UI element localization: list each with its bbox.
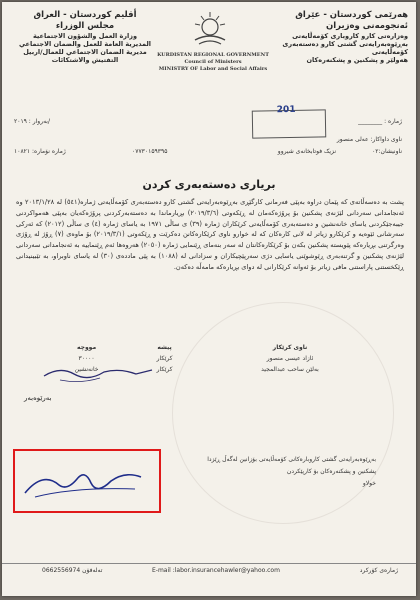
footer-reference: ژمارەی کۆرکرد <box>359 567 398 574</box>
date-field: بەروار : ۲۰۱۹/ <box>14 118 51 125</box>
worker-salary: خانەنشین <box>74 366 99 373</box>
cc-item: خولاو <box>362 480 376 487</box>
worker-profession: کرێکار <box>156 355 173 362</box>
registration-stamp <box>252 104 326 138</box>
director-title: بەرێوەبەر <box>24 394 52 402</box>
header-section: هەولێر و پشکنین و پشکنەرەکان <box>306 56 408 64</box>
address-value: نزیک فوتابخانەی شیروو <box>277 148 336 155</box>
watermark-seal <box>172 302 394 524</box>
header-region: هەرێمی کوردستان - عێراق <box>295 10 408 20</box>
date-value: ۲۰۱۹/ <box>14 118 51 125</box>
header-ministry: وەزارەتی کارو کاروباری کۆمەڵایەتی <box>292 32 408 40</box>
footer-email: E-mail :labor.insurancehawler@yahoo.com <box>152 567 280 574</box>
phone-value: ۰۷۷۳۰۱۵۹۳۹۵ <box>132 148 168 155</box>
address-label: ناونیشان:۰۲ <box>372 148 402 155</box>
document-page <box>2 2 416 596</box>
krg-emblem-icon <box>187 10 233 48</box>
english-council: Council of Ministers <box>184 59 242 65</box>
english-government: KURDISTAN REGIONAL GOVERNMENT <box>157 52 269 58</box>
document-title: برياری دەستەبەری کردن <box>142 178 276 191</box>
document-footer <box>2 563 416 576</box>
number-label: ژمارە <box>388 118 402 125</box>
header-directorate-ar: المديرية العامة للعمل والضمان الاجتماعي <box>18 40 152 48</box>
highlighted-signature-box <box>13 449 161 513</box>
header-profession: پیشە <box>157 344 172 351</box>
number-field: ژمارە : ________ <box>358 118 402 125</box>
cc-item: بەڕێوەبەرایەتی گشتی کاروبارەکانی کۆمەڵایەتی بۆزانین لەگەڵ ڕێزدا <box>207 456 376 463</box>
applicant-name: ناوی داواکار: عەلی منصور <box>336 136 402 143</box>
worker-name: بەلێن ساحب عبدالمجید <box>261 366 319 373</box>
header-region-ar: أقليم كوردستان - العراق <box>33 10 137 20</box>
table-header-row <box>42 342 382 353</box>
header-council-ar: مجلس الوزراء <box>55 21 115 31</box>
cc-item: پشکنین و پشکنەرەکان بۆ کارپێکردن <box>286 468 376 475</box>
worker-profession: کرێکار <box>156 366 173 373</box>
header-section-ar: التفتيش والاشتكائات <box>51 56 119 64</box>
header-office-ar: مديرية الضمان الاجتماعي للعمال/اربيل <box>23 48 147 56</box>
header-council: ئەنجومەنی وەزیران <box>325 21 408 31</box>
worker-salary: ۳۰۰۰۰ <box>78 355 95 362</box>
header-directorate: بەڕێوەبەرایەتی گشتی کارو دەستەبەری کۆمەڵایەتی <box>282 40 408 56</box>
copy-to-list <box>207 454 376 490</box>
header-worker-name: ناوی کرێکار <box>272 344 308 351</box>
english-ministry: MINISTRY OF Labor and Social Affairs <box>158 66 268 72</box>
id-number: ژمارە نۆمارە: ۱۰۸۲۱ <box>14 148 66 155</box>
stamp-number: 201 <box>276 104 296 116</box>
english-header <box>128 52 298 73</box>
header-salary: مووچە <box>76 344 97 351</box>
director-signature-icon <box>40 358 160 388</box>
worker-name: ئازاد عیسی منصور <box>266 355 314 362</box>
decision-paragraph: پشت بە دەسەڵاتەی کە پێمان دراوە بەپێی فەرمانی کارگێڕی بەڕێوەبەرایەتی گشتی کارو دەستەبەری کۆمەڵایەتی ژمارە(٥٤١) لە ٢٠١٣/١/٢٨ وە ئەنجامدانی سەردانی لێژنەی پشکنین بۆ پرۆژەکەمان لە ڕێکەوتی (٢٠١٩/٣/٦) بڕیارماندا بە دەستەبەرکردنی پرۆژەکەیان بەپێی هەمواکردنی جیبەجێکردنی یاسای خانەنشین و دەستەبەری کۆمەڵایەتی کرێکاران ژمارە (٣٩) ی ساڵی ١٩٧١ بە یاسای ژمارە (٤) ی ساڵی (٢٠١٢) کە ئەرکی سەرشانی ئێوەیە و کرێکارو زیاتر لە لانی کارەکان کە لە خوارو ناوی کرێکارەکانن دەکرێت و ڕێکەوتی (٢٠١٩/٣/١) بۆ ماوەی (٧) ڕۆژ لە ڕۆژی وەرگرتنی بڕیارەکە پێویستە پشکنین بکەن بۆ کرێکارەکانتان لە سەر بنەمای ڕێنمایی ژمارە (٢٠٥٠) هەروەها ئەم ڕێنماییە بە ئەنجامدانی سەردانی لێژنەی پشکنین و گرتنەبەری ڕێوشوێنی یاسایی دژی سەرپێچیکاران و سزادانی لە (١٠٨٨) بە پێی ماددەی (٣٠) لە یاسای ناوبراو، بە تێبینیدانی ڕێکخستنی پاراستنی مافی زیاتر بۆ ئەوانە کرێکارانی لە دوای بڕیارەکە مامەڵە دەکەن. <box>16 198 405 271</box>
header-ministry-ar: وزارة العمل والشؤون الاجتماعية <box>32 32 138 40</box>
footer-phone: 0662556974 تەلەفۆن <box>42 567 103 574</box>
date-label: بەروار <box>32 118 48 125</box>
handwritten-signature-icon <box>15 451 155 507</box>
